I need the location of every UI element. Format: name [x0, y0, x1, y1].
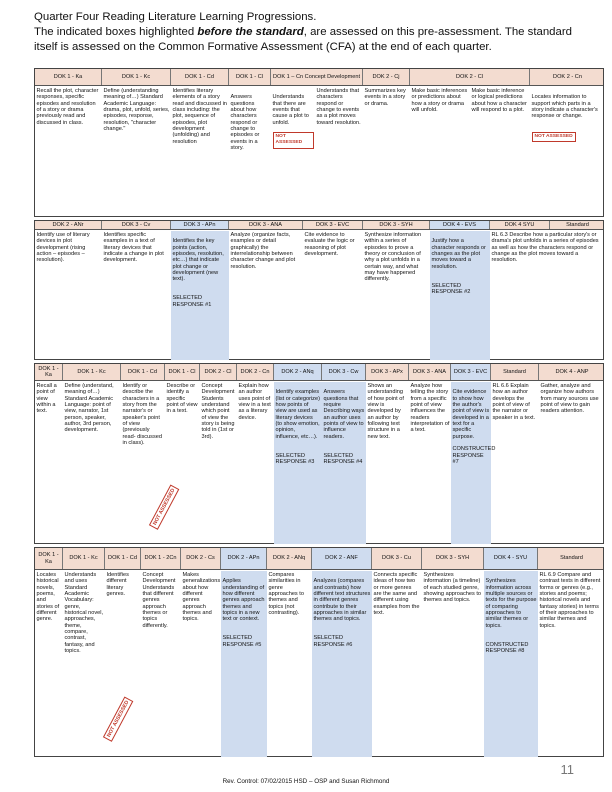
page-number: 11 — [560, 762, 574, 777]
column-header: DOK 3 - ANA — [409, 364, 451, 380]
table-cell: Make basic inference or logical predictions about how a character will respond to a plot. — [471, 88, 527, 114]
page-header — [34, 10, 594, 55]
cell-text: Answers questions about how characters respond or change to episodes or events in a story. — [230, 94, 260, 152]
not-assessed-badge: NOT ASSESSED — [273, 132, 314, 149]
cell-text: Answers questions that require Describing ways an author uses points of view to influence readers. — [323, 389, 365, 440]
intro-text-a: The indicated boxes highlighted — [34, 26, 198, 38]
column-header: DOK 3 - SYH — [422, 548, 484, 569]
table-cell: Gather, analyze and organize how authors from many sources use point of view to gain readers attention. — [540, 383, 599, 415]
selected-response-label: SELECTED RESPONSE #2 — [431, 282, 471, 296]
column-header: DOK 3 - APn — [171, 221, 229, 229]
table-cell — [451, 382, 496, 544]
column-header: DOK 3 - EVC — [451, 364, 491, 380]
table-cell: Make basic inferences or predictions about how a story or drama will unfold. — [411, 88, 468, 114]
cell-text: Applies understanding of how different genres approach themes and topics in a new text or context. — [222, 578, 265, 623]
column-header: Standard — [566, 221, 589, 228]
not-assessed-stamp: NOT ASSESSED — [149, 484, 180, 530]
table-cell: Concept Development Understands that different genres approach themes or topics differently. — [142, 572, 176, 629]
column-header: DOK 2 - Cn — [237, 364, 274, 380]
selected-response-label: SELECTED RESPONSE #1 — [172, 295, 212, 308]
column-header: DOK 2 - ANr — [35, 221, 102, 229]
not-assessed-stamp: NOT ASSESSED — [103, 696, 134, 742]
column-header: DOK 1 - Cd — [121, 364, 165, 380]
table-header-row — [35, 364, 603, 381]
cell-text: Understands that there are events that cause a plot to unfold. — [272, 94, 309, 126]
table-cell: Identify use of literary devices in plot development (rising action – episodes – resolution). — [36, 232, 90, 264]
cell-text: Justify how a character responds or changes as the plot moves toward a resolution. — [431, 238, 486, 270]
column-header: DOK 2 - ANF — [312, 548, 372, 569]
column-header: DOK 1 - Kc — [63, 364, 121, 380]
table-header-row — [35, 69, 603, 86]
column-header: DOK 3 - Cv — [102, 221, 171, 229]
progression-table-4 — [34, 547, 604, 757]
column-header: DOK 2 - ANq — [274, 364, 322, 380]
table-header-row — [35, 548, 603, 570]
table-cell: Identify or describe the characters in a story from the narrator's or speaker's point of view (previously read- discussed in class). — [122, 383, 162, 447]
table-cell: Define (understand, meaning of…) Standard Academic Language: point of view, narrator, 1st person, speaker, author, 3rd person, development. — [64, 383, 114, 434]
table-cell — [171, 231, 229, 360]
table-cell: Describe or identify a specific point of view in a text. — [166, 383, 198, 415]
cell-text: Cite evidence to show how the author's point of view is developed in a text for a specific purpose. — [452, 389, 490, 440]
column-header: DOK 1 - Ka — [35, 69, 102, 85]
cell-text: Synthesizes information across multiple sources or texts for the purpose of comparing approaches to similar themes or topics. — [485, 578, 537, 629]
table-cell — [530, 87, 605, 217]
page-intro — [34, 25, 594, 55]
selected-response-label: SELECTED RESPONSE #5 — [222, 635, 262, 648]
progression-table-2 — [34, 220, 604, 360]
revision-footer: Rev. Control: 07/02/2015 HSD – OSP and Susan Richmond — [222, 778, 390, 785]
selected-response-label: SELECTED RESPONSE #4 — [323, 452, 363, 466]
column-header: Standard — [560, 555, 583, 562]
column-header: DOK 1 - Cl — [165, 364, 200, 380]
column-header: DOK 3 - APx — [366, 364, 409, 380]
column-header: DOK 2 - Cn — [553, 73, 582, 80]
column-header: DOK 4 SYU — [490, 221, 550, 229]
column-header: DOK 2 - Cl — [410, 69, 530, 85]
table-cell: Identifies literary elements of a story read and discussed in class including: the plot, sequence of episodes, plot development (unfolding) and resolution — [172, 88, 227, 145]
table-cell — [312, 571, 372, 757]
column-header: DOK 4 - EVS — [430, 221, 490, 229]
table-cell: Recall a point of view within a text. — [36, 383, 57, 415]
column-header: DOK 3 - ANA — [229, 221, 303, 229]
column-header: DOK 1 - Cl — [229, 69, 271, 85]
table-cell: Analyze (organize facts, examples or detail graphically) the interrelationship between character change and plot resolution. — [230, 232, 296, 270]
table-cell — [274, 382, 322, 544]
table-cell: Recall the plot, character responses, specific episodes and resolution of a story or drama previously read and discussed in class. — [36, 88, 99, 126]
table-cell: RL 6.3 Describe how a particular story's or drama's plot unfolds in a series of episodes as well as how the characters respond or change as the plot moves toward a resolution. — [491, 232, 599, 264]
intro-emphasis: before the standard — [197, 26, 304, 38]
table-header-row — [35, 221, 603, 230]
progression-table-1 — [34, 68, 604, 217]
progression-table-3 — [34, 363, 604, 544]
column-header: DOK 1 - 2Cn — [141, 548, 181, 569]
table-cell: Identifies different literary genres. — [106, 572, 129, 598]
column-header: DOK 3 - EVC — [303, 221, 363, 229]
column-header: DOK 1 - Cd — [171, 69, 229, 85]
table-cell: Makes generalizations about how different genres approach themes and topics. — [182, 572, 221, 623]
constructed-response-label: CONSTRUCTED RESPONSE #8 — [485, 641, 529, 655]
selected-response-label: SELECTED RESPONSE #3 — [275, 452, 315, 466]
table-cell: Locates historical novels, poems, and stories of different genre. — [36, 572, 60, 623]
column-header: DOK 1 - Kc — [102, 69, 171, 85]
column-header: DOK 4 - ANP — [555, 368, 589, 375]
table-cell: Summarizes key events in a story or drama. — [364, 88, 406, 107]
column-header: Standard — [491, 364, 539, 380]
table-cell — [484, 571, 538, 757]
cell-text: Analyzes (compares and contrasts) how different text structures in different genres contribute to their approaches in similar themes and topics. — [313, 578, 371, 623]
table-cell: Shows an understanding of how point of view is developed by an author by following text structure in a new text. — [367, 383, 404, 440]
column-header: DOK 3 - SYH — [363, 221, 430, 229]
column-header: DOK 4 - SYU — [484, 548, 538, 569]
table-cell: Understands and uses Standard Academic Vocabulary: genre, historical novel, approaches, theme, compare, contrast, fantasy, and topics. — [64, 572, 104, 655]
constructed-response-label: CONSTRUCTED RESPONSE #7 — [452, 446, 496, 466]
cell-text: Identifies the key points (action, episodes, resolution, etc…) that indicate plot change or development (new text). — [172, 238, 224, 283]
table-cell: Concept Development Students understand which point of view the story is being told in (1st or 3rd). — [201, 383, 235, 440]
column-header: DOK 1 - Cd — [105, 548, 141, 569]
table-cell: Synthesize information within a series of episodes to prove a theory or conclusion of why a plot unfolds in a certain way, and what may have happened differently. — [364, 232, 422, 283]
column-header: DOK 3 - Cw — [322, 364, 366, 380]
table-cell: Identifies specific examples in a text of literary devices that indicate a change in plot development. — [103, 232, 164, 264]
table-cell: Explain how an author uses point of view in a text as a literary device. — [238, 383, 271, 421]
table-cell: RL 6.9 Compare and contrast texts in different forms or genres (e.g., stories and poems; historical novels and fantasy stories) in terms of their approaches to similar themes and topics. — [539, 572, 601, 629]
column-header: DOK 1 – Cn Concept Development — [271, 69, 363, 85]
column-header: DOK 2 - Cs — [181, 548, 221, 569]
table-cell: Compares similarities in genre approaches to themes and topics (not contrasting). — [268, 572, 304, 617]
table-cell: Define (understanding meaning of…) Standard Academic Language: drama, plot, unfold, series, episodes, response, resolution, "character change." — [103, 88, 170, 133]
table-cell — [322, 382, 366, 544]
column-header: DOK 2 - ANq — [267, 548, 312, 569]
table-cell: Cite evidence to evaluate the logic or reasoning of plot development. — [304, 232, 355, 258]
not-assessed-badge: NOT ASSESSED — [532, 132, 576, 142]
selected-response-label: SELECTED RESPONSE #6 — [313, 635, 353, 648]
table-cell — [271, 87, 315, 217]
column-header: DOK 1 - Kc — [63, 548, 105, 569]
table-cell — [221, 571, 267, 757]
table-cell: Analyze how telling the story from a specific point of view influences the readers interpretation of a text. — [410, 383, 450, 434]
intro-text-b: , are assessed on this pre-assessment. The standard itself is assessed on the Common Formative Assessment (CFA) at the end of each quarter. — [34, 26, 572, 53]
table-cell: Connects specific ideas of how two or more genres are the same and different using examples from the text. — [373, 572, 420, 617]
column-header: DOK 1 - Ka — [35, 364, 63, 380]
table-cell: Synthesizes information (a timeline) of each studied genre, showing approaches to themes and topics. — [423, 572, 482, 604]
table-cell — [229, 87, 271, 217]
table-cell — [430, 231, 490, 360]
cell-text: Locates information to support which parts in a story indicate a character's response or change. — [531, 94, 598, 120]
column-header: DOK 1 - Ka — [35, 548, 63, 569]
column-header: DOK 2 - APn — [221, 548, 267, 569]
page-title: Quarter Four Reading Literature Learning Progressions. — [34, 11, 317, 23]
cell-text: Identify examples (list or categorize) how points of view are used as literary devices (to show emotion, opinion, influence, etc…). — [275, 389, 320, 440]
table-cell: RL 6.6 Explain how an author develops the point of view of the narrator or speaker in a text. — [492, 383, 536, 421]
column-header: DOK 3 - Cu — [372, 548, 422, 569]
column-header: DOK 2 - Cl — [200, 364, 237, 380]
table-cell: Understands that characters respond or change to events as a plot moves toward resolution. — [316, 88, 361, 126]
column-header: DOK 2 - Cj — [363, 69, 410, 85]
